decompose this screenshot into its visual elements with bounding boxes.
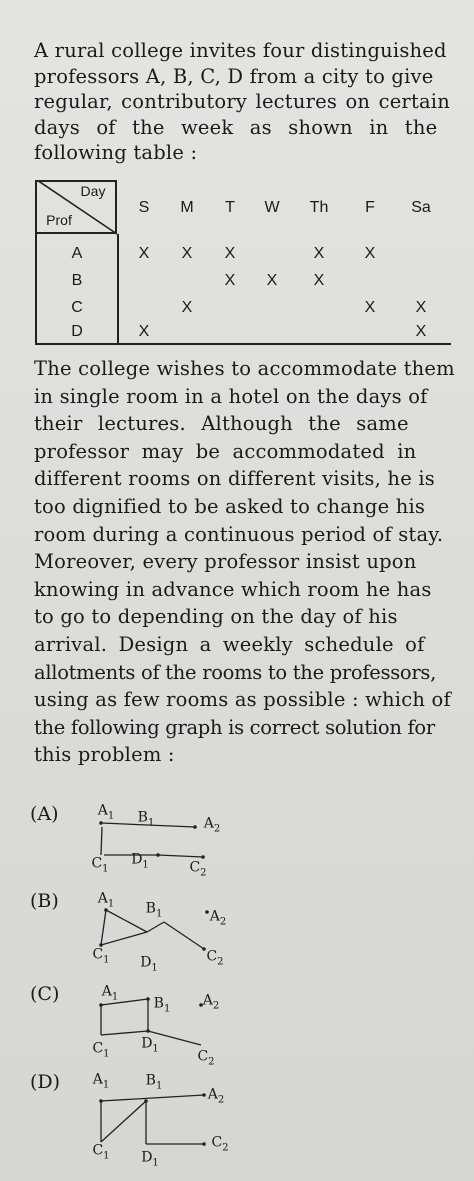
graph-node-dot	[205, 910, 209, 914]
node-letter: A	[97, 890, 108, 907]
intro-line: regular, contributory lectures on certain	[34, 90, 451, 113]
node-letter: A	[101, 983, 112, 1000]
node-subscript: 2	[212, 1000, 220, 1012]
node-letter: A	[209, 908, 220, 925]
node-letter: D	[140, 954, 152, 971]
node-subscript: 2	[222, 1142, 229, 1154]
day-header: W	[264, 199, 280, 216]
graph-node-dot	[156, 853, 160, 857]
graph-node-dot	[144, 1099, 148, 1103]
lecture-mark: X	[181, 245, 193, 262]
option-label[interactable]: (C)	[30, 983, 60, 1005]
node-letter: C	[92, 1040, 104, 1057]
option-graph	[0, 1073, 474, 1173]
node-letter: C	[91, 855, 103, 872]
corner-prof-label: Prof	[46, 212, 72, 228]
question-intro	[34, 38, 462, 166]
graph-node-label	[154, 996, 171, 1015]
body-line: this problem :	[34, 743, 175, 767]
lecture-mark: X	[313, 272, 325, 289]
day-header: T	[225, 199, 235, 216]
body-line: to go to depending on the day of his	[34, 605, 398, 629]
body-line: different rooms on different visits, he is	[34, 467, 435, 491]
graph-node-dot	[201, 855, 205, 859]
node-letter: B	[145, 900, 156, 917]
graph-node-label	[102, 984, 119, 1003]
body-line: the following graph is correct solution for	[34, 715, 435, 739]
node-subscript: 2	[217, 1094, 225, 1106]
node-letter: C	[92, 1142, 104, 1159]
body-line: professor may be accommodated in	[34, 439, 417, 463]
option-label[interactable]: (B)	[30, 890, 59, 912]
intro-line: professors A, B, C, D from a city to give	[34, 64, 434, 88]
lecture-mark: X	[224, 272, 236, 289]
node-subscript: 2	[208, 1056, 215, 1068]
node-letter: A	[97, 802, 108, 819]
graph-node-label	[208, 1087, 225, 1106]
node-letter: D	[131, 851, 143, 868]
graph-edge	[101, 910, 106, 945]
day-header: Th	[309, 199, 329, 216]
graph-node-dot	[99, 1099, 103, 1103]
graph-node-label	[93, 1072, 110, 1091]
schedule-table	[35, 180, 451, 345]
graph-node-label	[92, 947, 109, 966]
node-subscript: 1	[102, 1079, 110, 1091]
node-subscript: 2	[219, 916, 227, 928]
option-label[interactable]: (A)	[30, 803, 59, 825]
graph-edge	[101, 827, 102, 855]
node-letter: D	[141, 1035, 153, 1052]
lecture-mark: X	[138, 323, 150, 340]
graph-node-label	[92, 1143, 109, 1162]
graph-node-label	[189, 860, 206, 879]
lecture-mark: X	[224, 245, 236, 262]
lecture-mark: X	[415, 299, 427, 316]
graph-node-label	[210, 909, 227, 928]
option-graph	[0, 985, 474, 1085]
body-line: using as few rooms as possible : which of	[34, 688, 451, 712]
graph-edge	[106, 910, 147, 932]
graph-node-label	[140, 955, 158, 974]
node-letter: B	[153, 995, 164, 1012]
option-label[interactable]: (D)	[30, 1071, 61, 1093]
prof-label: C	[71, 299, 83, 316]
node-subscript: 1	[107, 898, 115, 910]
graph-node-label	[197, 1049, 214, 1068]
body-line: allotments of the rooms to the professors,	[34, 660, 436, 684]
lecture-mark: X	[138, 245, 150, 262]
node-subscript: 1	[102, 863, 109, 875]
node-subscript: 1	[103, 1048, 110, 1060]
graph-node-label	[141, 1036, 159, 1055]
node-subscript: 1	[151, 962, 158, 974]
graph-node-label	[204, 816, 221, 835]
graph-node-label	[146, 901, 163, 920]
body-line: The college wishes to accommodate them	[34, 357, 455, 380]
graph-node-dot	[202, 947, 206, 951]
node-subscript: 1	[155, 1080, 163, 1092]
graph-edge	[101, 1095, 204, 1101]
node-subscript: 1	[152, 1157, 159, 1169]
node-subscript: 1	[152, 1043, 159, 1055]
lecture-mark: X	[266, 272, 278, 289]
node-subscript: 1	[111, 991, 119, 1003]
graph-edge	[101, 932, 147, 945]
node-letter: C	[206, 948, 218, 965]
question-body	[34, 355, 462, 769]
node-letter: C	[197, 1048, 209, 1065]
body-line: in single room in a hotel on the days of	[34, 384, 428, 408]
node-letter: C	[189, 859, 201, 876]
node-letter: A	[207, 1086, 218, 1103]
node-subscript: 1	[147, 817, 155, 829]
node-letter: C	[211, 1134, 223, 1151]
node-letter: D	[141, 1149, 153, 1166]
node-subscript: 2	[213, 823, 221, 835]
body-line: Moreover, every professor insist upon	[34, 550, 417, 574]
lecture-mark: X	[364, 299, 376, 316]
graph-edge	[147, 922, 164, 932]
node-subscript: 1	[103, 954, 110, 966]
day-header: Sa	[411, 199, 431, 216]
prof-label: A	[71, 245, 83, 262]
graph-node-label	[91, 856, 108, 875]
body-line: knowing in advance which room he has	[34, 577, 432, 601]
graph-node-label	[98, 803, 115, 822]
node-subscript: 1	[163, 1003, 171, 1015]
body-line: their lectures. Although the same	[34, 412, 409, 436]
day-header: F	[365, 199, 375, 216]
graph-node-label	[206, 949, 223, 968]
lecture-mark: X	[181, 299, 193, 316]
node-subscript: 1	[107, 810, 115, 822]
lecture-mark: X	[364, 245, 376, 262]
corner-day-label: Day	[80, 183, 106, 199]
graph-node-dot	[146, 997, 150, 1001]
day-header: S	[138, 199, 150, 216]
graph-node-label	[211, 1135, 228, 1154]
intro-line: A rural college invites four distinguished	[34, 39, 447, 62]
node-letter: C	[92, 946, 104, 963]
graph-node-label	[138, 810, 155, 829]
graph-node-dot	[146, 1029, 150, 1033]
graph-node-dot	[202, 1093, 206, 1097]
node-letter: B	[137, 809, 148, 826]
graph-node-label	[98, 891, 115, 910]
node-subscript: 1	[103, 1150, 110, 1162]
node-letter: A	[202, 992, 213, 1009]
node-letter: B	[145, 1072, 156, 1089]
prof-column-divider	[117, 234, 119, 343]
graph-node-label	[92, 1041, 109, 1060]
prof-label: D	[71, 323, 83, 340]
intro-line: following table :	[34, 141, 198, 164]
graph-node-label	[146, 1073, 163, 1092]
graph-node-label	[131, 852, 149, 871]
node-subscript: 2	[217, 956, 224, 968]
lecture-mark: X	[313, 245, 325, 262]
node-subscript: 1	[155, 908, 163, 920]
day-header: M	[180, 199, 194, 216]
option-graph	[0, 802, 474, 905]
body-line: too dignified to be asked to change his	[34, 494, 426, 518]
body-line: arrival. Design a weekly schedule of	[34, 632, 425, 656]
option-graph	[0, 892, 474, 992]
intro-line: days of the week as shown in the	[34, 115, 438, 139]
graph-edge	[101, 1031, 148, 1035]
prof-label: B	[71, 272, 83, 289]
graph-node-dot	[99, 821, 103, 825]
graph-edge	[101, 1101, 146, 1142]
lecture-mark: X	[415, 323, 427, 340]
graph-node-label	[141, 1150, 159, 1169]
node-letter: A	[203, 815, 214, 832]
body-line: room during a continuous period of stay.	[34, 522, 444, 546]
graph-node-dot	[202, 1142, 206, 1146]
graph-node-dot	[193, 825, 197, 829]
graph-edge	[158, 855, 203, 857]
node-subscript: 1	[142, 859, 149, 871]
graph-node-label	[203, 993, 220, 1012]
node-letter: A	[92, 1071, 103, 1088]
node-subscript: 2	[200, 867, 207, 879]
graph-edge	[164, 922, 204, 949]
graph-node-dot	[99, 1003, 103, 1007]
